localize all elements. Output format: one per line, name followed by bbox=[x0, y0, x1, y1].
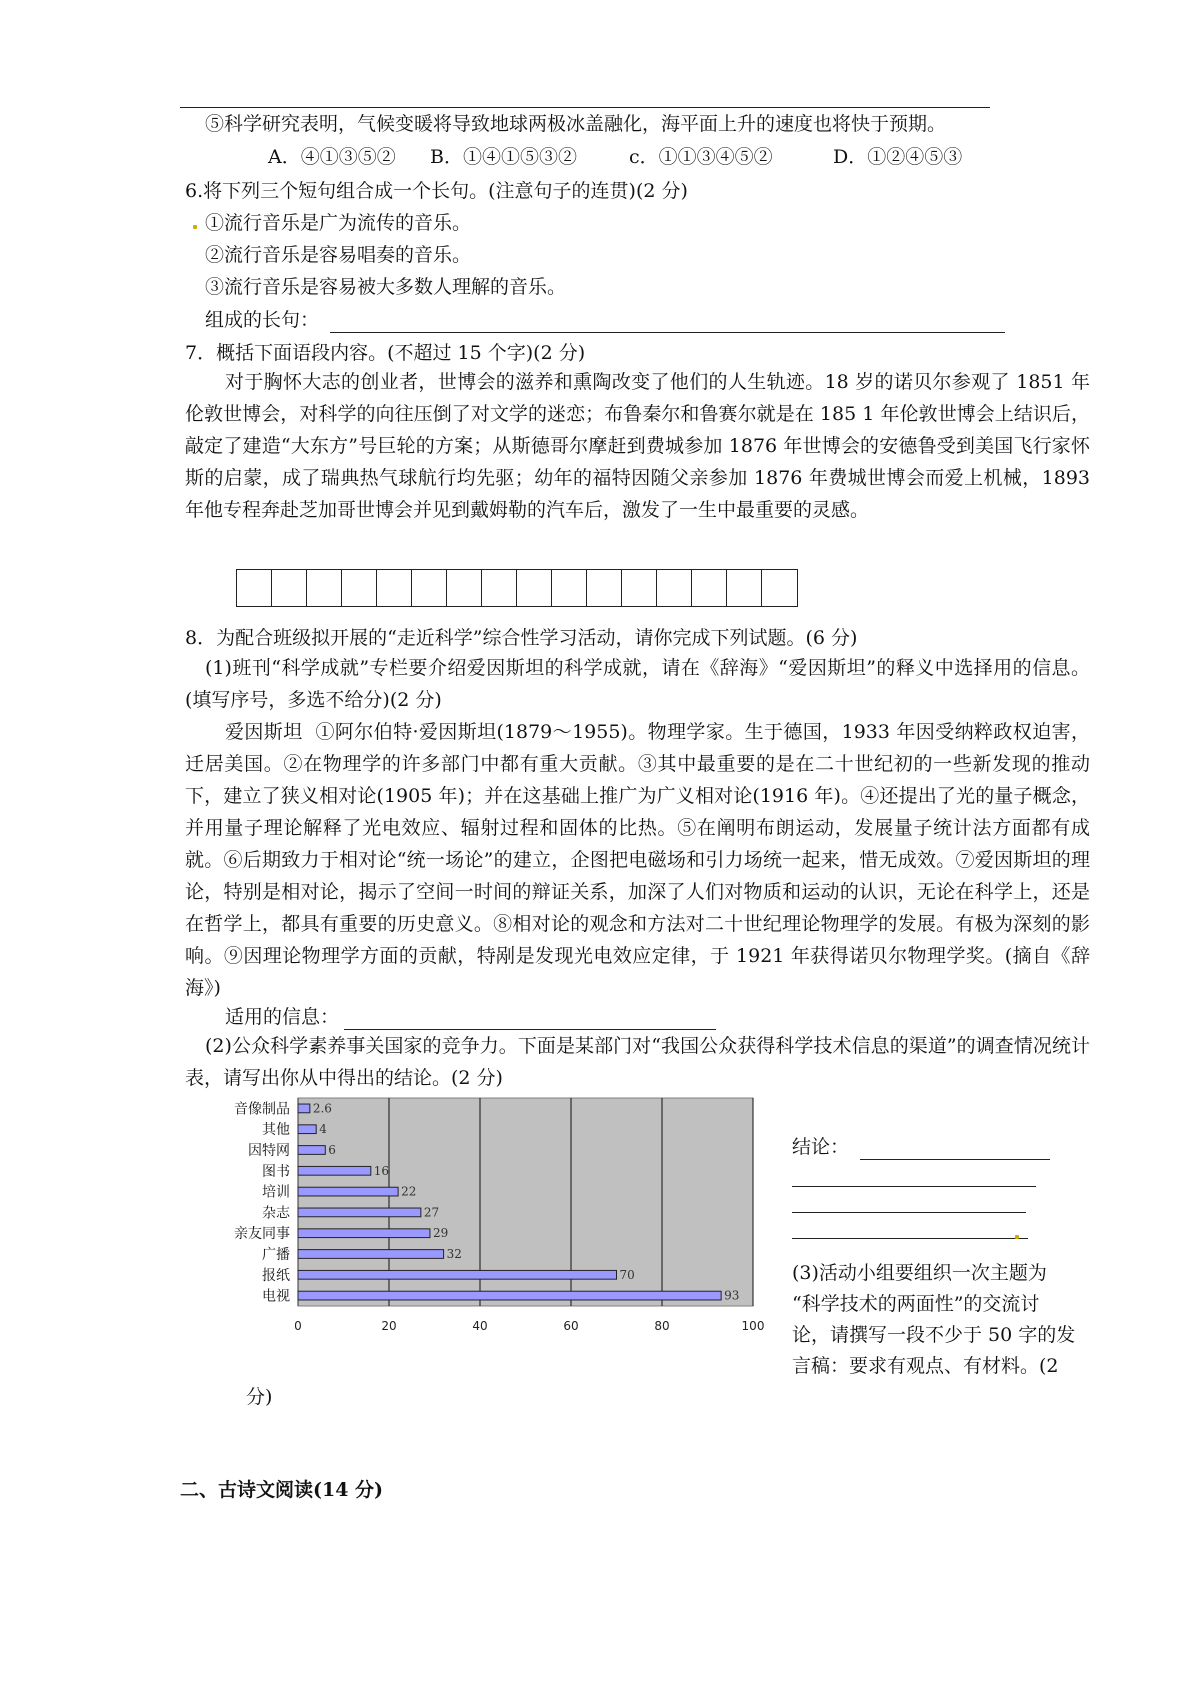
einstein-entry-text: ①阿尔伯特·爱因斯坦(1879～1955)。物理学家。生于德国，1933 年因受纳粹政权迫害，迁居美国。②在物理学的许多部门中都有重大贡献。③其中最重要的是在二十世纪初的一些新发现的推动下，建立了狭义相对论(1905 年)；并在这基础上推广为广义相对论(1916 年)。④还提出了光的量子概念，并用量子理论解释了光电效应、辐射过程和固体的比热。⑤在阐明布朗运动，发展量子统计法方面都有成就。⑥后期致力于相对论“统一场论”的建立，企图把电磁场和引力场统一起来，惜无成效。⑦爱因斯坦的理论，特别是相对论，揭示了空间一时间的辩证关系，加深了人们对物质和运动的认识，无论在科学上，还是在哲学上，都具有重要的历史意义。⑧相对论的观念和方法对二十世纪理论物理学的发展。有极为深刻的影响。⑨因理论物理学方面的贡献，特剐是发现光电效应定律，于 1921 年获得诺贝尔物理学奖。(摘自《辞海》) bbox=[185, 721, 1090, 999]
answer-box[interactable] bbox=[762, 570, 797, 606]
value-label: 32 bbox=[446, 1247, 462, 1261]
answer-box[interactable] bbox=[482, 570, 517, 606]
x-tick-label: 40 bbox=[472, 1319, 488, 1333]
conclusion-line-4[interactable] bbox=[792, 1212, 1028, 1239]
answer-box[interactable] bbox=[412, 570, 447, 606]
conclusion-line-1[interactable] bbox=[860, 1133, 1050, 1160]
category-label: 广播 bbox=[262, 1247, 290, 1263]
survey-bar-chart bbox=[200, 1090, 770, 1360]
answer-box[interactable] bbox=[692, 570, 727, 606]
x-tick-label: 100 bbox=[741, 1319, 765, 1333]
answer-box[interactable] bbox=[377, 570, 412, 606]
q6-sentence-2: ②流行音乐是容易唱奏的音乐。 bbox=[205, 244, 472, 266]
einstein-entry bbox=[185, 716, 1090, 1004]
category-label: 图书 bbox=[262, 1163, 290, 1180]
q8-info-answer-line[interactable] bbox=[344, 1003, 716, 1030]
answer-box[interactable] bbox=[622, 570, 657, 606]
q8-part1-text: (1)班刊“科学成就”专栏要介绍爱因斯坦的科学成就，请在《辞海》“爱因斯坦”的释义中选择用的信息。(填写序号，多选不给分)(2 分) bbox=[185, 657, 1090, 711]
category-label: 音像制品 bbox=[234, 1101, 290, 1118]
q6-answer-label: 组成的长句： bbox=[205, 309, 320, 331]
value-label: 27 bbox=[423, 1205, 440, 1220]
answer-box[interactable] bbox=[727, 570, 762, 606]
section-2-title: 二、古诗文阅读(14 分) bbox=[180, 1479, 384, 1501]
x-tick-label: 60 bbox=[563, 1319, 579, 1333]
answer-box[interactable] bbox=[587, 570, 622, 606]
category-label: 杂志 bbox=[262, 1205, 290, 1222]
answer-box[interactable] bbox=[552, 570, 587, 606]
einstein-entry-head: 爱因斯坦 bbox=[225, 721, 303, 743]
answer-box[interactable] bbox=[272, 570, 307, 606]
bar bbox=[298, 1208, 421, 1217]
answer-box[interactable] bbox=[657, 570, 692, 606]
answer-box[interactable] bbox=[307, 570, 342, 606]
bar bbox=[298, 1146, 325, 1155]
value-label: 29 bbox=[432, 1226, 449, 1241]
q6-answer-line[interactable] bbox=[330, 306, 1005, 333]
answer-box[interactable] bbox=[517, 570, 552, 606]
category-label: 电视 bbox=[262, 1288, 290, 1305]
q5-option-a: A．④①③⑤② bbox=[268, 146, 396, 168]
q8-part1 bbox=[185, 652, 1090, 716]
bar bbox=[298, 1250, 444, 1259]
bar bbox=[298, 1166, 371, 1175]
q8-part2-text: (2)公众科学素养事关国家的竞争力。下面是某部门对“我国公众获得科学技术信息的渠道”的调查情况统计表，请写出你从中得出的结论。(2 分) bbox=[185, 1035, 1090, 1089]
value-label: 22 bbox=[401, 1184, 417, 1199]
x-tick-label: 80 bbox=[654, 1319, 670, 1333]
q7-passage-text: 对于胸怀大志的创业者，世博会的滋养和熏陶改变了他们的人生轨迹。18 岁的诺贝尔参观了 1851 年伦敦世博会，对科学的向往压倒了对文学的迷恋；布鲁秦尔和鲁赛尔就是在 185 1 年伦敦世博会上结识后，敲定了建造“大东方”号巨轮的方案；从斯德哥尔摩赶到费城参加 1876 年世博会的安德鲁受到美国飞行家怀斯的启蒙，成了瑞典热气球航行均先驱；幼年的福特因随父亲参加 1876 年费城世博会而爱上机械，1893 年他专程奔赴芝加哥世博会并见到戴姆勒的汽车后，激发了一生中最重要的灵感。 bbox=[185, 371, 1090, 521]
conclusion-label: 结论： bbox=[792, 1136, 850, 1158]
x-tick-label: 20 bbox=[381, 1319, 397, 1333]
q8-part3-tail: 分) bbox=[246, 1386, 273, 1408]
value-label: 16 bbox=[373, 1163, 390, 1178]
q6-title: 6.将下列三个短句组合成一个长句。(注意句子的连贯)(2 分) bbox=[185, 180, 688, 202]
bar bbox=[298, 1104, 310, 1113]
x-tick-label: 0 bbox=[294, 1319, 302, 1333]
category-label: 因特网 bbox=[248, 1143, 290, 1159]
category-label: 其他 bbox=[262, 1122, 290, 1139]
category-label: 亲友同事 bbox=[234, 1226, 290, 1243]
conclusion-line-3[interactable] bbox=[792, 1186, 1026, 1213]
yellow-dot-mark bbox=[1015, 1235, 1019, 1239]
q8-part3-line-3: 论，请撰写一段不少于 50 字的发 bbox=[792, 1324, 1076, 1346]
q8-part2 bbox=[185, 1030, 1090, 1094]
answer-box[interactable] bbox=[237, 570, 272, 606]
q8-title: 8．为配合班级拟开展的“走近科学”综合性学习活动，请你完成下列试题。(6 分) bbox=[185, 627, 858, 649]
value-label: 2.6 bbox=[312, 1101, 332, 1116]
value-label: 4 bbox=[319, 1122, 327, 1137]
q5-option-c: c．①①③④⑤② bbox=[629, 146, 773, 168]
conclusion-line-2[interactable] bbox=[792, 1160, 1036, 1187]
q7-title: 7．概括下面语段内容。(不超过 15 个字)(2 分) bbox=[185, 342, 586, 364]
q5-option-b: B．①④①⑤③② bbox=[430, 146, 577, 168]
answer-box[interactable] bbox=[342, 570, 377, 606]
bar bbox=[298, 1229, 430, 1238]
top-rule bbox=[180, 107, 990, 108]
value-label: 93 bbox=[724, 1288, 740, 1303]
category-label: 报纸 bbox=[262, 1267, 290, 1284]
q8-info-label: 适用的信息： bbox=[225, 1006, 340, 1028]
q6-sentence-1: ①流行音乐是广为流传的音乐。 bbox=[205, 212, 472, 234]
q7-passage bbox=[185, 366, 1090, 526]
bar bbox=[298, 1291, 721, 1300]
q7-answer-boxes bbox=[236, 569, 798, 607]
q6-sentence-3: ③流行音乐是容易被大多数人理解的音乐。 bbox=[205, 276, 567, 298]
q5-statement-5: ⑤科学研究表明，气候变暖将导致地球两极冰盖融化，海平面上升的速度也将快于预期。 bbox=[205, 113, 947, 135]
category-label: 培训 bbox=[262, 1184, 290, 1201]
yellow-dot-mark bbox=[193, 225, 197, 229]
bar bbox=[298, 1125, 316, 1134]
value-label: 70 bbox=[619, 1267, 635, 1282]
q8-part3-line-4: 言稿：要求有观点、有材料。(2 bbox=[792, 1355, 1059, 1377]
bar bbox=[298, 1270, 617, 1279]
chart-svg bbox=[200, 1090, 770, 1360]
value-label: 6 bbox=[328, 1143, 336, 1157]
q8-part3-line-2: “科学技术的两面性”的交流讨 bbox=[792, 1293, 1040, 1315]
q8-part3-line-1: (3)活动小组要组织一次主题为 bbox=[792, 1262, 1047, 1284]
bar bbox=[298, 1187, 398, 1196]
answer-box[interactable] bbox=[447, 570, 482, 606]
q5-option-d: D．①②④⑤③ bbox=[833, 146, 963, 168]
